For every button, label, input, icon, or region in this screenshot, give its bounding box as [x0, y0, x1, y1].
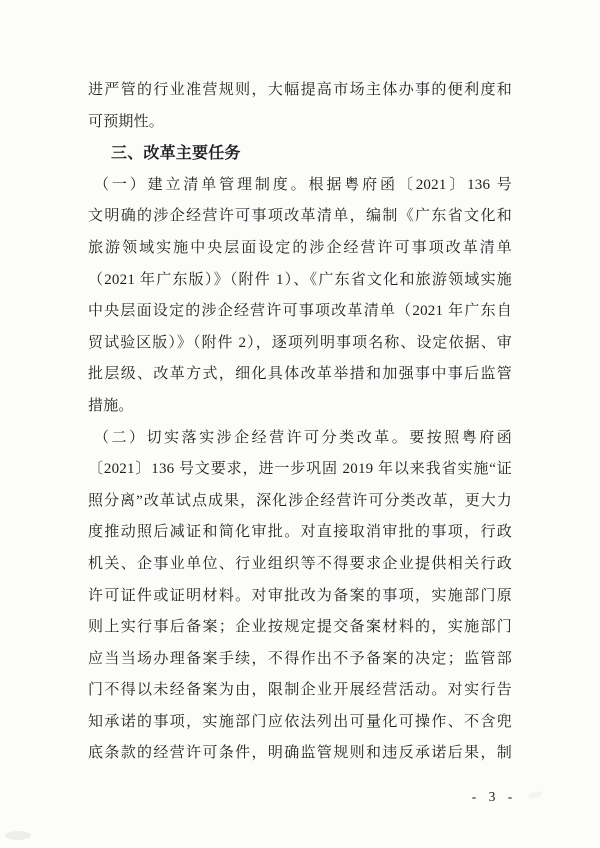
text-line: 贸试验区版）》（附件 2），逐项列明事项名称、设定依据、审 [88, 334, 512, 351]
text-line: 底条款的经营许可条件，明确监管规则和违反承诺后果，制 [88, 745, 512, 762]
item-title: （二）切实落实涉企经营许可分类改革。 [94, 429, 410, 446]
scan-smudge [5, 831, 31, 840]
document-body [88, 75, 512, 770]
item-text: 根据粤府函〔2021〕136 号 [308, 176, 512, 193]
page-number: - 3 - [471, 789, 515, 804]
text-line: 照分离”改革试点成果，深化涉企经营许可分类改革，更大力 [88, 492, 512, 509]
text-line: 进严管的行业准营规则，大幅提高市场主体办事的便利度和 [88, 82, 512, 98]
text-line: 知承诺的事项，实施部门应依法列出可量化可操作、不含兜 [88, 713, 512, 730]
item-lead-line [88, 170, 512, 202]
item-lead-line [88, 423, 512, 455]
text-line: 应当当场办理备案手续，不得作出不予备案的决定；监管部 [88, 650, 512, 667]
text-line: 门不得以未经备案为由，限制企业开展经营活动。对实行告 [88, 682, 512, 699]
text-line: 机关、企事业单位、行业组织等不得要求企业提供相关行政 [88, 555, 512, 572]
text-line: 措施。 [88, 397, 134, 414]
item-text: 要按照粤府函 [409, 429, 512, 446]
text-line: 中央层面设定的涉企经营许可事项改革清单（2021 年广东自 [88, 303, 512, 320]
text-line: 则上实行事后备案；企业按规定提交备案材料的，实施部门 [88, 619, 512, 636]
item-title: （一）建立清单管理制度。 [94, 176, 309, 193]
text-line: 可预期性。 [88, 113, 165, 130]
text-line: 文明确的涉企经营许可事项改革清单，编制《广东省文化和 [88, 208, 512, 225]
text-line: 〔2021〕136 号文要求，进一步巩固 2019 年以来我省实施“证 [88, 461, 512, 478]
text-line: （2021 年广东版）》（附件 1）、《广东省文化和旅游领域实施 [88, 271, 512, 288]
text-line: 许可证件或证明材料。对审批改为备案的事项，实施部门原 [88, 587, 512, 604]
section-heading: 三、改革主要任务 [111, 145, 241, 163]
text-line: 旅游领域实施中央层面设定的涉企经营许可事项改革清单 [88, 239, 512, 256]
text-line: 度推动照后减证和简化审批。对直接取消审批的事项，行政 [88, 524, 512, 541]
text-line: 批层级、改革方式，细化具体改革举措和加强事中事后监管 [88, 366, 512, 383]
